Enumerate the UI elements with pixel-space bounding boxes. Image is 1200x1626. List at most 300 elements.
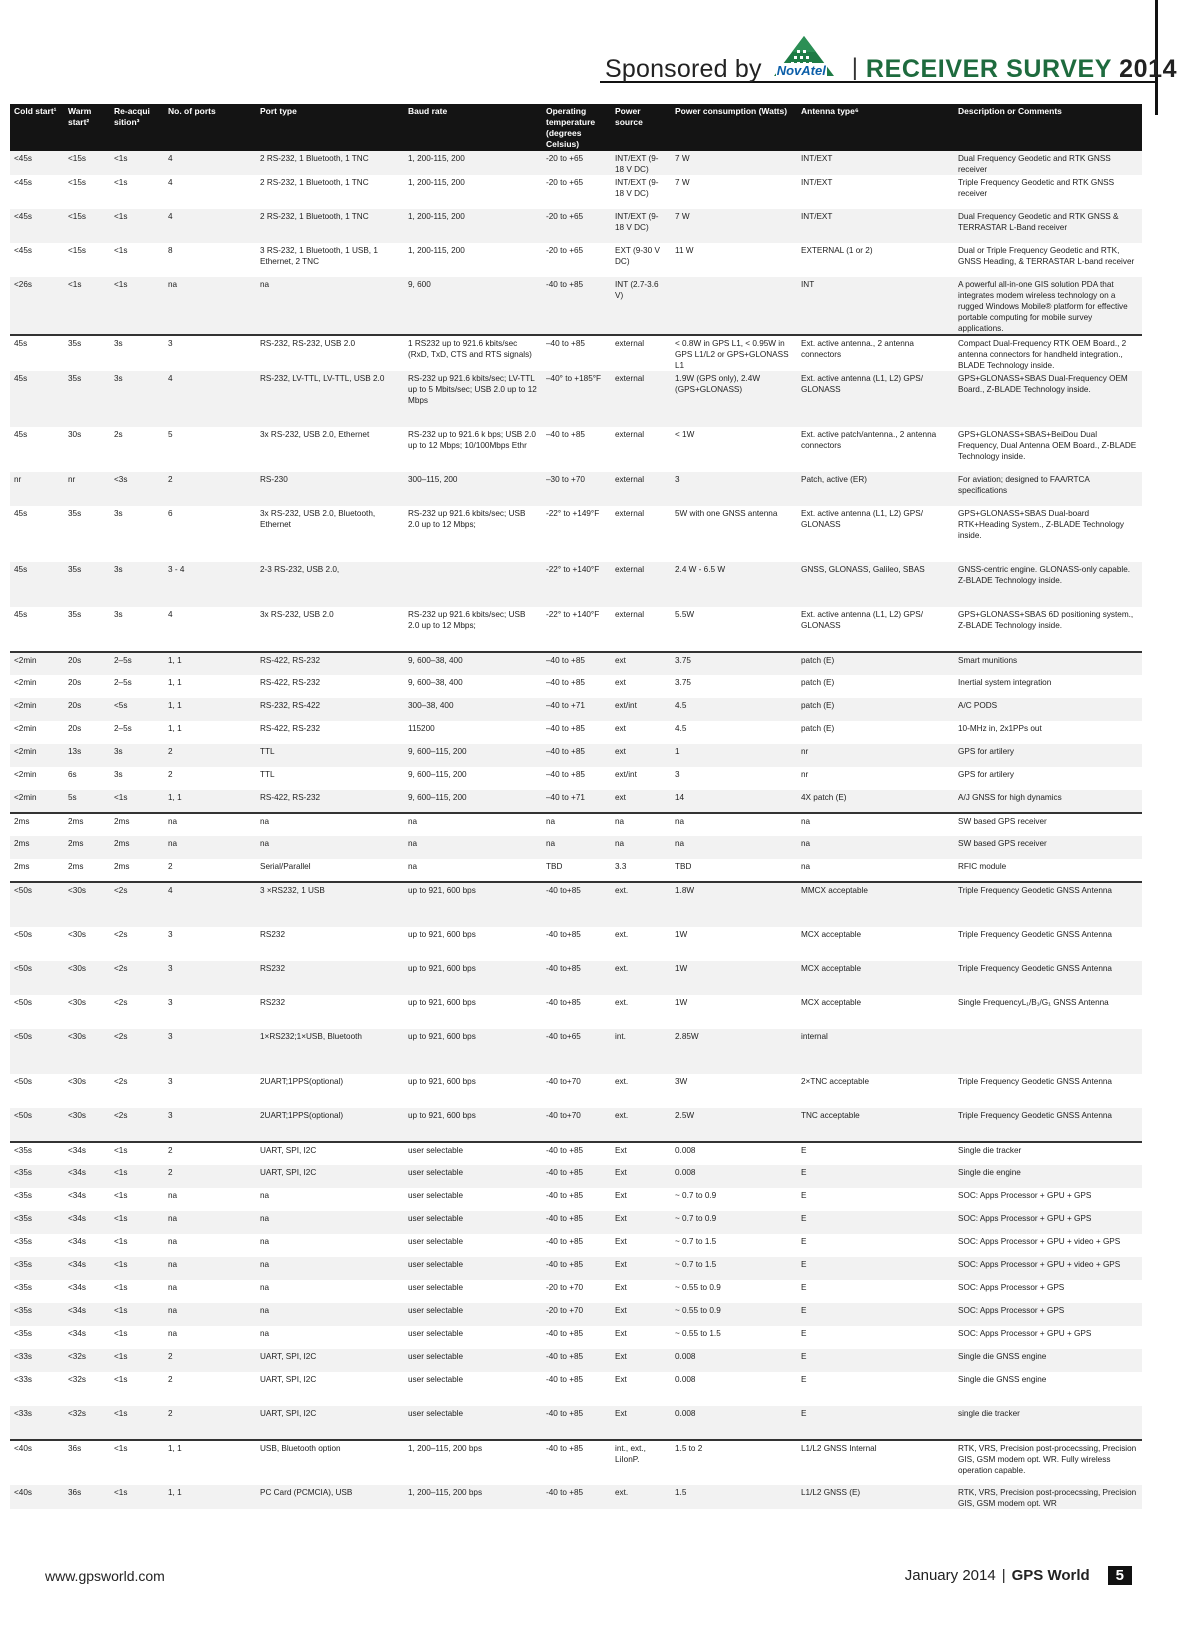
- cell-no-of-ports: na: [164, 813, 256, 836]
- cell-warm-start: <34s: [64, 1165, 110, 1188]
- cell-power-source: Ext: [611, 1234, 671, 1257]
- cell-operating-temperature: -20 to +65: [542, 243, 611, 277]
- cell-warm-start: <30s: [64, 882, 110, 927]
- cell-port-type: na: [256, 1211, 404, 1234]
- cell-port-type: 2 RS-232, 1 Bluetooth, 1 TNC: [256, 209, 404, 243]
- cell-no-of-ports: 4: [164, 151, 256, 175]
- cell-baud-rate: up to 921, 600 bps: [404, 961, 542, 995]
- cell-power-consumption: 1W: [671, 995, 797, 1029]
- cell-antenna-type: 2×TNC acceptable: [797, 1074, 954, 1108]
- cell-cold-start: <50s: [10, 1029, 64, 1074]
- cell-power-source: INT/EXT (9-18 V DC): [611, 209, 671, 243]
- cell-cold-start: <50s: [10, 927, 64, 961]
- header-row: [10, 104, 1142, 151]
- cell-description: Single die tracker: [954, 1142, 1142, 1165]
- table-row: [10, 1188, 1142, 1211]
- cell-reacquisition: <2s: [110, 961, 164, 995]
- cell-description: Dual or Triple Frequency Geodetic and RTK, GNSS Heading, & TERRASTAR L-band receiver: [954, 243, 1142, 277]
- cell-antenna-type: Ext. active antenna., 2 antenna connectors: [797, 335, 954, 371]
- cell-warm-start: 35s: [64, 335, 110, 371]
- table-row: [10, 675, 1142, 698]
- cell-power-source: ext.: [611, 882, 671, 927]
- table-row: [10, 698, 1142, 721]
- cell-no-of-ports: 2: [164, 1165, 256, 1188]
- cell-port-type: RS-422, RS-232: [256, 790, 404, 813]
- table-row: [10, 1108, 1142, 1142]
- cell-operating-temperature: -40 to+85: [542, 882, 611, 927]
- cell-power-source: ext.: [611, 1074, 671, 1108]
- cell-warm-start: <34s: [64, 1188, 110, 1211]
- cell-no-of-ports: na: [164, 277, 256, 335]
- cell-baud-rate: 1, 200-115, 200: [404, 151, 542, 175]
- table-row: [10, 1326, 1142, 1349]
- cell-baud-rate: RS-232 up to 921.6 k bps; USB 2.0 up to 12 Mbps; 10/100Mbps Ethr: [404, 427, 542, 472]
- cell-warm-start: <32s: [64, 1406, 110, 1440]
- cell-operating-temperature: -22° to +149°F: [542, 506, 611, 562]
- cell-reacquisition: <1s: [110, 151, 164, 175]
- cell-warm-start: 35s: [64, 607, 110, 652]
- cell-cold-start: <2min: [10, 698, 64, 721]
- cell-description: Triple Frequency Geodetic GNSS Antenna: [954, 882, 1142, 927]
- cell-baud-rate: user selectable: [404, 1280, 542, 1303]
- cell-no-of-ports: 1, 1: [164, 790, 256, 813]
- cell-antenna-type: E: [797, 1142, 954, 1165]
- cell-reacquisition: 2ms: [110, 813, 164, 836]
- cell-warm-start: <34s: [64, 1280, 110, 1303]
- cell-reacquisition: <1s: [110, 1234, 164, 1257]
- cell-power-source: external: [611, 371, 671, 427]
- cell-antenna-type: nr: [797, 767, 954, 790]
- cell-operating-temperature: -40 to +85: [542, 1188, 611, 1211]
- cell-description: Triple Frequency Geodetic GNSS Antenna: [954, 961, 1142, 995]
- cell-power-consumption: 3W: [671, 1074, 797, 1108]
- cell-cold-start: 2ms: [10, 813, 64, 836]
- cell-baud-rate: user selectable: [404, 1372, 542, 1406]
- cell-operating-temperature: -22° to +140°F: [542, 607, 611, 652]
- cell-antenna-type: nr: [797, 744, 954, 767]
- cell-power-consumption: 3.75: [671, 652, 797, 675]
- cell-warm-start: 20s: [64, 698, 110, 721]
- cell-cold-start: <2min: [10, 767, 64, 790]
- table-row: [10, 371, 1142, 427]
- table-row: [10, 652, 1142, 675]
- cell-warm-start: <34s: [64, 1303, 110, 1326]
- cell-baud-rate: up to 921, 600 bps: [404, 1108, 542, 1142]
- sponsor-logo-text: NovAtel: [776, 63, 826, 78]
- cell-baud-rate: 9, 600–115, 200: [404, 790, 542, 813]
- cell-port-type: na: [256, 1303, 404, 1326]
- cell-power-source: INT/EXT (9-18 V DC): [611, 151, 671, 175]
- cell-power-consumption: ~ 0.7 to 1.5: [671, 1234, 797, 1257]
- cell-baud-rate: RS-232 up 921.6 kbits/sec; USB 2.0 up to 12 Mbps;: [404, 506, 542, 562]
- table-row: [10, 1074, 1142, 1108]
- cell-cold-start: 45s: [10, 335, 64, 371]
- cell-power-consumption: 3: [671, 472, 797, 506]
- cell-cold-start: 45s: [10, 427, 64, 472]
- table-row: [10, 859, 1142, 882]
- table-row: [10, 243, 1142, 277]
- page-footer: [905, 1566, 1132, 1585]
- page-number: 5: [1108, 1566, 1132, 1585]
- cell-description: SOC: Apps Processor + GPU + GPS: [954, 1211, 1142, 1234]
- cell-warm-start: nr: [64, 472, 110, 506]
- cell-baud-rate: na: [404, 836, 542, 859]
- survey-title: [866, 54, 1177, 84]
- cell-reacquisition: <2s: [110, 1074, 164, 1108]
- table-row: [10, 1303, 1142, 1326]
- cell-baud-rate: 115200: [404, 721, 542, 744]
- cell-power-consumption: 7 W: [671, 151, 797, 175]
- page-header: [605, 44, 1177, 84]
- cell-cold-start: <50s: [10, 961, 64, 995]
- cell-baud-rate: user selectable: [404, 1303, 542, 1326]
- cell-reacquisition: <1s: [110, 1303, 164, 1326]
- cell-description: GNSS-centric engine. GLONASS-only capable. Z-BLADE Technology inside.: [954, 562, 1142, 607]
- cell-power-source: ext.: [611, 995, 671, 1029]
- cell-antenna-type: TNC acceptable: [797, 1108, 954, 1142]
- cell-reacquisition: 2ms: [110, 859, 164, 882]
- cell-description: Single die GNSS engine: [954, 1372, 1142, 1406]
- cell-operating-temperature: –30 to +70: [542, 472, 611, 506]
- footer-website[interactable]: www.gpsworld.com: [45, 1568, 165, 1584]
- cell-cold-start: <50s: [10, 1074, 64, 1108]
- cell-antenna-type: Ext. active patch/antenna., 2 antenna connectors: [797, 427, 954, 472]
- cell-reacquisition: <1s: [110, 209, 164, 243]
- cell-warm-start: <15s: [64, 209, 110, 243]
- cell-antenna-type: INT/EXT: [797, 209, 954, 243]
- cell-no-of-ports: 1, 1: [164, 652, 256, 675]
- cell-baud-rate: user selectable: [404, 1326, 542, 1349]
- cell-operating-temperature: –40 to +85: [542, 767, 611, 790]
- cell-cold-start: <40s: [10, 1440, 64, 1485]
- cell-cold-start: <2min: [10, 652, 64, 675]
- footer-magazine: GPS World: [1011, 1567, 1090, 1584]
- cell-no-of-ports: na: [164, 1303, 256, 1326]
- cell-warm-start: <1s: [64, 277, 110, 335]
- cell-operating-temperature: -40 to+70: [542, 1074, 611, 1108]
- cell-operating-temperature: –40 to +85: [542, 744, 611, 767]
- cell-cold-start: 45s: [10, 506, 64, 562]
- cell-reacquisition: <1s: [110, 1142, 164, 1165]
- cell-no-of-ports: 3: [164, 927, 256, 961]
- cell-antenna-type: E: [797, 1234, 954, 1257]
- cell-operating-temperature: -40 to+85: [542, 961, 611, 995]
- cell-antenna-type: E: [797, 1280, 954, 1303]
- cell-baud-rate: up to 921, 600 bps: [404, 1029, 542, 1074]
- cell-port-type: PC Card (PCMCIA), USB: [256, 1485, 404, 1509]
- cell-port-type: 2UART;1PPS(optional): [256, 1074, 404, 1108]
- cell-reacquisition: 3s: [110, 767, 164, 790]
- cell-description: RTK, VRS, Precision post-procecssing, Precision GIS, GSM modem opt. WR. Fully wireless operation capable.: [954, 1440, 1142, 1485]
- cell-operating-temperature: -40 to +85: [542, 1165, 611, 1188]
- cell-operating-temperature: –40 to +85: [542, 335, 611, 371]
- cell-port-type: RS232: [256, 927, 404, 961]
- table-row: [10, 961, 1142, 995]
- cell-antenna-type: MCX acceptable: [797, 961, 954, 995]
- cell-reacquisition: <1s: [110, 175, 164, 209]
- cell-port-type: 3 ×RS232, 1 USB: [256, 882, 404, 927]
- cell-port-type: 2UART;1PPS(optional): [256, 1108, 404, 1142]
- cell-cold-start: 45s: [10, 607, 64, 652]
- cell-no-of-ports: 1, 1: [164, 698, 256, 721]
- cell-power-source: Ext: [611, 1142, 671, 1165]
- cell-power-source: ext: [611, 675, 671, 698]
- cell-no-of-ports: 2: [164, 859, 256, 882]
- cell-operating-temperature: -40 to+85: [542, 995, 611, 1029]
- cell-no-of-ports: 3: [164, 1029, 256, 1074]
- cell-reacquisition: 3s: [110, 607, 164, 652]
- cell-description: single die tracker: [954, 1406, 1142, 1440]
- footer-date: January 2014: [904, 1567, 996, 1584]
- cell-description: Single die engine: [954, 1165, 1142, 1188]
- cell-warm-start: <30s: [64, 961, 110, 995]
- cell-reacquisition: <3s: [110, 472, 164, 506]
- cell-power-source: ext.: [611, 927, 671, 961]
- table-row: [10, 882, 1142, 927]
- cell-cold-start: <50s: [10, 995, 64, 1029]
- cell-no-of-ports: 3: [164, 335, 256, 371]
- cell-warm-start: 13s: [64, 744, 110, 767]
- cell-port-type: na: [256, 1234, 404, 1257]
- cell-reacquisition: <1s: [110, 1165, 164, 1188]
- cell-port-type: na: [256, 277, 404, 335]
- cell-reacquisition: <1s: [110, 1257, 164, 1280]
- cell-antenna-type: L1/L2 GNSS (E): [797, 1485, 954, 1509]
- cell-no-of-ports: na: [164, 1234, 256, 1257]
- cell-port-type: UART, SPI, I2C: [256, 1165, 404, 1188]
- survey-year: 2014: [1119, 55, 1178, 83]
- cell-reacquisition: <5s: [110, 698, 164, 721]
- cell-antenna-type: Ext. active antenna (L1, L2) GPS/ GLONASS: [797, 371, 954, 427]
- cell-reacquisition: <1s: [110, 277, 164, 335]
- cell-warm-start: <32s: [64, 1349, 110, 1372]
- cell-antenna-type: L1/L2 GNSS Internal: [797, 1440, 954, 1485]
- cell-baud-rate: 1, 200–115, 200 bps: [404, 1485, 542, 1509]
- cell-power-consumption: 0.008: [671, 1406, 797, 1440]
- survey-title-text: RECEIVER SURVEY: [865, 55, 1112, 83]
- cell-reacquisition: <1s: [110, 1280, 164, 1303]
- cell-power-source: ext.: [611, 1108, 671, 1142]
- cell-power-consumption: 0.008: [671, 1142, 797, 1165]
- table-row: [10, 1372, 1142, 1406]
- cell-antenna-type: na: [797, 859, 954, 882]
- cell-power-source: external: [611, 562, 671, 607]
- cell-power-consumption: [671, 277, 797, 335]
- cell-warm-start: <30s: [64, 1074, 110, 1108]
- cell-baud-rate: user selectable: [404, 1165, 542, 1188]
- cell-antenna-type: MMCX acceptable: [797, 882, 954, 927]
- cell-operating-temperature: -22° to +140°F: [542, 562, 611, 607]
- table-row: [10, 1349, 1142, 1372]
- table-row: [10, 1280, 1142, 1303]
- cell-description: SOC: Apps Processor + GPU + video + GPS: [954, 1257, 1142, 1280]
- cell-baud-rate: 9, 600–38, 400: [404, 675, 542, 698]
- cell-power-source: Ext: [611, 1165, 671, 1188]
- cell-cold-start: <35s: [10, 1280, 64, 1303]
- cell-port-type: RS-422, RS-232: [256, 721, 404, 744]
- cell-no-of-ports: 3: [164, 1074, 256, 1108]
- cell-power-consumption: ~ 0.7 to 1.5: [671, 1257, 797, 1280]
- survey-table: [10, 104, 1142, 1509]
- table-row: [10, 209, 1142, 243]
- cell-no-of-ports: 3: [164, 961, 256, 995]
- cell-cold-start: <45s: [10, 209, 64, 243]
- cell-power-source: external: [611, 335, 671, 371]
- cell-power-consumption: 0.008: [671, 1349, 797, 1372]
- table-row: [10, 1406, 1142, 1440]
- column-header-port-type: Port type: [256, 104, 404, 151]
- table-row: [10, 790, 1142, 813]
- cell-power-source: INT (2.7-3.6 V): [611, 277, 671, 335]
- cell-port-type: RS-232, LV-TTL, LV-TTL, USB 2.0: [256, 371, 404, 427]
- cell-operating-temperature: -40 to +85: [542, 1485, 611, 1509]
- cell-antenna-type: Ext. active antenna (L1, L2) GPS/ GLONASS: [797, 506, 954, 562]
- cell-power-source: Ext: [611, 1372, 671, 1406]
- cell-reacquisition: <1s: [110, 1372, 164, 1406]
- cell-baud-rate: up to 921, 600 bps: [404, 995, 542, 1029]
- cell-operating-temperature: –40 to +71: [542, 698, 611, 721]
- cell-warm-start: <34s: [64, 1257, 110, 1280]
- cell-warm-start: <30s: [64, 1029, 110, 1074]
- cell-reacquisition: 2–5s: [110, 721, 164, 744]
- cell-description: RTK, VRS, Precision post-procecssing, Precision GIS, GSM modem opt. WR: [954, 1485, 1142, 1509]
- table-row: [10, 813, 1142, 836]
- cell-port-type: UART, SPI, I2C: [256, 1372, 404, 1406]
- cell-power-source: Ext: [611, 1211, 671, 1234]
- table-row: [10, 1029, 1142, 1074]
- cell-operating-temperature: –40 to +85: [542, 721, 611, 744]
- cell-reacquisition: 2–5s: [110, 652, 164, 675]
- cell-cold-start: <35s: [10, 1211, 64, 1234]
- cell-no-of-ports: na: [164, 1188, 256, 1211]
- cell-power-source: Ext: [611, 1303, 671, 1326]
- table-row: [10, 1165, 1142, 1188]
- cell-reacquisition: 2ms: [110, 836, 164, 859]
- cell-antenna-type: EXTERNAL (1 or 2): [797, 243, 954, 277]
- cell-power-source: ext/int: [611, 698, 671, 721]
- cell-baud-rate: 9, 600–115, 200: [404, 767, 542, 790]
- cell-power-source: int.: [611, 1029, 671, 1074]
- table-row: [10, 836, 1142, 859]
- cell-no-of-ports: 2: [164, 1349, 256, 1372]
- cell-reacquisition: 3s: [110, 335, 164, 371]
- cell-power-source: Ext: [611, 1326, 671, 1349]
- table-row: [10, 1440, 1142, 1485]
- cell-port-type: USB, Bluetooth option: [256, 1440, 404, 1485]
- cell-description: GPS+GLONASS+SBAS Dual-board RTK+Heading System., Z-BLADE Technology inside.: [954, 506, 1142, 562]
- cell-reacquisition: <1s: [110, 1211, 164, 1234]
- cell-power-consumption: < 1W: [671, 427, 797, 472]
- cell-operating-temperature: -20 to +70: [542, 1280, 611, 1303]
- cell-port-type: 3 RS-232, 1 Bluetooth, 1 USB, 1 Ethernet, 2 TNC: [256, 243, 404, 277]
- cell-baud-rate: 9, 600–38, 400: [404, 652, 542, 675]
- cell-operating-temperature: -20 to +65: [542, 151, 611, 175]
- column-header-description: Description or Comments: [954, 104, 1142, 151]
- cell-baud-rate: up to 921, 600 bps: [404, 1074, 542, 1108]
- cell-power-consumption: TBD: [671, 859, 797, 882]
- cell-port-type: 1×RS232;1×USB, Bluetooth: [256, 1029, 404, 1074]
- cell-port-type: Serial/Parallel: [256, 859, 404, 882]
- cell-antenna-type: MCX acceptable: [797, 927, 954, 961]
- cell-reacquisition: <1s: [110, 1349, 164, 1372]
- cell-no-of-ports: na: [164, 1326, 256, 1349]
- cell-description: Smart munitions: [954, 652, 1142, 675]
- cell-antenna-type: patch (E): [797, 698, 954, 721]
- cell-baud-rate: user selectable: [404, 1142, 542, 1165]
- cell-description: GPS+GLONASS+SBAS+BeiDou Dual Frequency, Dual Antenna OEM Board., Z-BLADE Technology inside.: [954, 427, 1142, 472]
- cell-description: RFIC module: [954, 859, 1142, 882]
- cell-power-source: ext: [611, 721, 671, 744]
- cell-no-of-ports: na: [164, 1280, 256, 1303]
- cell-description: Dual Frequency Geodetic and RTK GNSS & TERRASTAR L-Band receiver: [954, 209, 1142, 243]
- cell-warm-start: 36s: [64, 1440, 110, 1485]
- cell-baud-rate: 1, 200–115, 200 bps: [404, 1440, 542, 1485]
- cell-no-of-ports: na: [164, 1257, 256, 1280]
- cell-cold-start: 45s: [10, 371, 64, 427]
- cell-baud-rate: user selectable: [404, 1188, 542, 1211]
- cell-warm-start: <30s: [64, 995, 110, 1029]
- cell-reacquisition: 3s: [110, 506, 164, 562]
- cell-description: SW based GPS receiver: [954, 813, 1142, 836]
- cell-cold-start: <35s: [10, 1326, 64, 1349]
- table-row: [10, 151, 1142, 175]
- cell-antenna-type: E: [797, 1303, 954, 1326]
- cell-cold-start: <35s: [10, 1188, 64, 1211]
- cell-antenna-type: E: [797, 1349, 954, 1372]
- cell-description: A/J GNSS for high dynamics: [954, 790, 1142, 813]
- table-row: [10, 927, 1142, 961]
- cell-warm-start: 36s: [64, 1485, 110, 1509]
- cell-description: [954, 1029, 1142, 1074]
- column-header-warm-start: Warm start²: [64, 104, 110, 151]
- cell-power-consumption: 3: [671, 767, 797, 790]
- cell-power-consumption: 11 W: [671, 243, 797, 277]
- cell-operating-temperature: na: [542, 836, 611, 859]
- cell-no-of-ports: 4: [164, 882, 256, 927]
- cell-reacquisition: 3s: [110, 744, 164, 767]
- table-row: [10, 427, 1142, 472]
- cell-power-source: INT/EXT (9-18 V DC): [611, 175, 671, 209]
- cell-power-source: external: [611, 506, 671, 562]
- cell-warm-start: 20s: [64, 721, 110, 744]
- cell-baud-rate: 300–115, 200: [404, 472, 542, 506]
- cell-power-source: int., ext., LiIonP.: [611, 1440, 671, 1485]
- table-row: [10, 1211, 1142, 1234]
- cell-operating-temperature: -40 to+70: [542, 1108, 611, 1142]
- cell-port-type: UART, SPI, I2C: [256, 1142, 404, 1165]
- cell-no-of-ports: 1, 1: [164, 1485, 256, 1509]
- cell-power-source: ext: [611, 652, 671, 675]
- cell-power-consumption: 5.5W: [671, 607, 797, 652]
- cell-reacquisition: <1s: [110, 790, 164, 813]
- cell-reacquisition: <2s: [110, 1029, 164, 1074]
- cell-cold-start: <35s: [10, 1257, 64, 1280]
- cell-baud-rate: 1 RS232 up to 921.6 kbits/sec (RxD, TxD, CTS and RTS signals): [404, 335, 542, 371]
- cell-port-type: RS-422, RS-232: [256, 675, 404, 698]
- cell-reacquisition: <1s: [110, 1485, 164, 1509]
- cell-cold-start: <35s: [10, 1303, 64, 1326]
- sponsored-label: Sponsored by: [605, 55, 762, 83]
- cell-reacquisition: 3s: [110, 371, 164, 427]
- cell-cold-start: <33s: [10, 1406, 64, 1440]
- cell-reacquisition: 2–5s: [110, 675, 164, 698]
- cell-cold-start: <40s: [10, 1485, 64, 1509]
- cell-no-of-ports: 8: [164, 243, 256, 277]
- cell-power-consumption: ~ 0.7 to 0.9: [671, 1188, 797, 1211]
- column-header-no-of-ports: No. of ports: [164, 104, 256, 151]
- cell-antenna-type: Patch, active (ER): [797, 472, 954, 506]
- cell-cold-start: <2min: [10, 675, 64, 698]
